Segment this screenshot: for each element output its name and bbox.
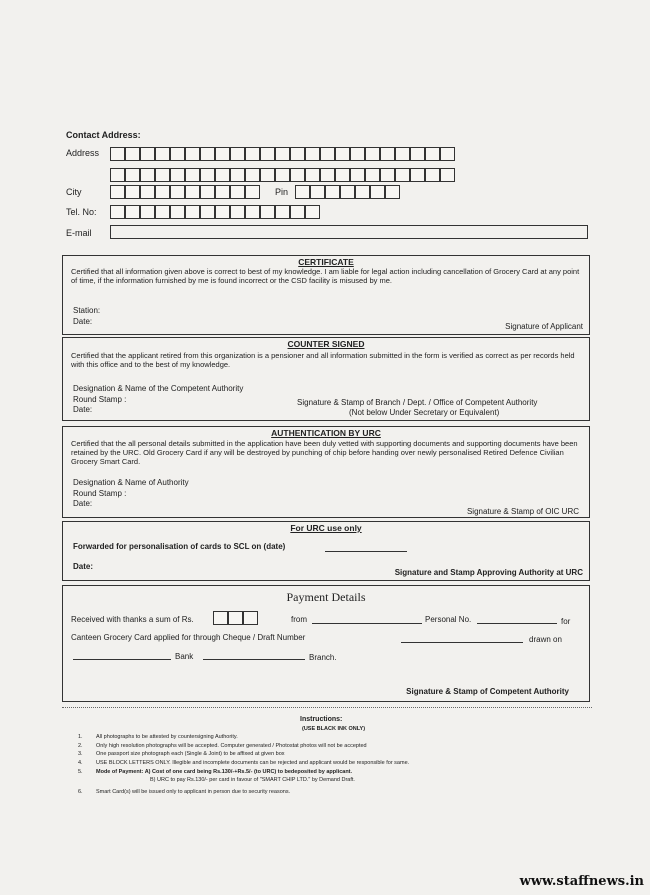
char-cell[interactable] [350,147,365,161]
char-cell[interactable] [290,205,305,219]
instruction-text: Smart Card(s) will be issued only to applicant in person due to security reasons. [96,789,291,795]
char-cell[interactable] [200,185,215,199]
pin-cells[interactable] [295,185,400,199]
auth-date-label: Date: [73,499,93,508]
char-cell[interactable] [245,168,260,182]
char-cell[interactable] [185,185,200,199]
contact-heading: Contact Address: [66,130,141,140]
authority-designation-label: Designation & Name of Authority [73,478,189,487]
counter-signed-box [62,337,590,421]
authentication-text: Certified that the all personal details submitted in the application have been duly vetted with supporting documents and supporting documents have been retained by the URC. Old Grocery Card if any will be destroyed by punching of chip before handing over newly personalised Retired Defence Civilian Grocery Smart Card. [71,439,578,466]
char-cell[interactable] [125,205,140,219]
char-cell[interactable] [155,185,170,199]
station-label: Station: [73,306,101,315]
cheque-number-line[interactable] [401,642,523,643]
char-cell[interactable] [380,147,395,161]
char-cell[interactable] [140,168,155,182]
char-cell[interactable] [125,168,140,182]
oic-urc-signature: Signature & Stamp of OIC URC [466,507,579,516]
personal-no-label: Personal No. [425,615,472,624]
char-cell[interactable] [440,147,455,161]
char-cell[interactable] [185,168,200,182]
bank-line[interactable] [73,659,171,660]
counter-signature-line1: Signature & Stamp of Branch / Dept. / Office of Competent Authority [297,398,538,407]
char-cell[interactable] [440,168,455,182]
char-cell[interactable] [170,147,185,161]
authentication-box [62,426,590,518]
instruction-text: All photographs to be attested by countersigning Authority. [96,734,238,740]
personal-no-line[interactable] [477,623,557,624]
char-cell[interactable] [305,205,320,219]
applicant-signature: Signature of Applicant [505,322,583,331]
drawn-on-label: drawn on [529,635,562,644]
authentication-title: AUTHENTICATION BY URC [271,428,381,438]
char-cell[interactable] [140,147,155,161]
instruction-number: 1. [78,734,83,740]
char-cell[interactable] [185,147,200,161]
char-cell[interactable] [155,147,170,161]
char-cell[interactable] [395,147,410,161]
payment-box [62,585,590,702]
branch-line[interactable] [203,659,305,660]
pin-label: Pin [275,187,289,197]
char-cell[interactable] [305,168,320,182]
char-cell[interactable] [170,185,185,199]
char-cell[interactable] [365,147,380,161]
counter-signed-title: COUNTER SIGNED [287,339,365,349]
char-cell[interactable] [425,168,440,182]
char-cell[interactable] [215,147,230,161]
instructions-title: Instructions: [300,716,343,723]
char-cell[interactable] [310,185,325,199]
char-cell[interactable] [350,168,365,182]
payment-signature: Signature & Stamp of Competent Authority [406,687,569,696]
urc-use-title: For URC use only [290,523,362,533]
tel-cells[interactable] [110,205,320,219]
email-label: E-mail [66,228,92,238]
auth-round-stamp-label: Round Stamp : [73,489,127,498]
instruction-text: One passport size photograph each (Single & Joint) to be affixed at given box [96,751,285,757]
char-cell[interactable] [305,147,320,161]
char-cell[interactable] [110,205,125,219]
char-cell[interactable] [215,205,230,219]
char-cell[interactable] [260,205,275,219]
char-cell[interactable] [140,185,155,199]
char-cell[interactable] [335,147,350,161]
char-cell[interactable] [125,185,140,199]
char-cell[interactable] [245,185,260,199]
email-field[interactable] [110,225,588,239]
char-cell[interactable] [410,147,425,161]
char-cell[interactable] [155,168,170,182]
from-line[interactable] [312,623,422,624]
instruction-number: 5. [78,769,83,775]
char-cell[interactable] [230,185,245,199]
char-cell[interactable] [200,168,215,182]
certificate-box [62,255,590,335]
char-cell[interactable] [275,205,290,219]
instruction-text: Mode of Payment: A) Cost of one card being Rs.130/-+Rs.5/- (to URC) to bedeposited by applicant. [96,769,353,775]
char-cell[interactable] [320,168,335,182]
watermark-text: www.staffnews.in [519,874,644,889]
char-cell[interactable] [275,168,290,182]
counter-signed-text: Certified that the applicant retired from this organization is a pensioner and all information submitted in the form is verified as correct as per records held with this office and to the best of my knowledge. [71,351,575,369]
char-cell[interactable] [110,185,125,199]
urc-signature: Signature and Stamp Approving Authority at URC [394,568,583,577]
urc-date-label: Date: [73,562,94,571]
char-cell[interactable] [380,168,395,182]
char-cell[interactable] [140,205,155,219]
counter-date-label: Date: [73,405,93,414]
char-cell[interactable] [295,185,310,199]
char-cell[interactable] [245,147,260,161]
char-cell[interactable] [425,147,440,161]
char-cell[interactable] [410,168,425,182]
counter-signature-line2: (Not below Under Secretary or Equivalent) [349,408,500,417]
instruction-text: USE BLOCK LETTERS ONLY. Illegible and incomplete documents can be rejected and applicant would be responsible for same. [96,760,410,766]
char-cell[interactable] [230,205,245,219]
urc-use-box [62,521,590,581]
bank-label: Bank [175,652,194,661]
char-cell[interactable] [170,205,185,219]
char-cell[interactable] [185,205,200,219]
char-cell[interactable] [110,147,125,161]
instruction-number: 3. [78,751,83,757]
char-cell[interactable] [243,611,258,625]
char-cell[interactable] [125,147,140,161]
address-label: Address [66,148,100,158]
char-cell[interactable] [260,168,275,182]
char-cell[interactable] [230,168,245,182]
instruction-number: 4. [78,760,83,766]
char-cell[interactable] [355,185,370,199]
char-cell[interactable] [325,185,340,199]
char-cell[interactable] [230,147,245,161]
char-cell[interactable] [365,168,380,182]
char-cell[interactable] [155,205,170,219]
certificate-text: Certified that all information given above is correct to best of my knowledge. I am liable for legal action including cancellation of Grocery Card at any point of time, if the information furnished by me is found incorrect or the CSD facility is misused by me. [71,267,580,285]
char-cell[interactable] [213,611,228,625]
certificate-date-label: Date: [73,317,93,326]
char-cell[interactable] [320,147,335,161]
forwarded-date-line[interactable] [325,551,407,552]
separator-line [62,707,592,708]
canteen-label: Canteen Grocery Card applied for through Cheque / Draft Number [71,633,306,642]
char-cell[interactable] [370,185,385,199]
char-cell[interactable] [200,205,215,219]
char-cell[interactable] [228,611,243,625]
certificate-title: CERTIFICATE [298,257,354,267]
instruction-number: 6. [78,789,83,795]
instruction-number: 2. [78,743,83,749]
char-cell[interactable] [385,185,400,199]
tel-label: Tel. No: [66,207,97,217]
char-cell[interactable] [245,205,260,219]
payment-title: Payment Details [286,590,366,604]
char-cell[interactable] [260,147,275,161]
city-cells[interactable] [110,185,260,199]
address-line1-cells[interactable] [110,147,455,161]
forwarded-label: Forwarded for personalisation of cards to SCL on (date) [73,542,286,551]
amount-cells[interactable] [213,611,258,625]
address-line2-cells[interactable] [110,168,455,182]
char-cell[interactable] [215,168,230,182]
char-cell[interactable] [200,147,215,161]
for-label: for [561,617,571,626]
char-cell[interactable] [290,147,305,161]
char-cell[interactable] [215,185,230,199]
from-label: from [291,615,307,624]
char-cell[interactable] [395,168,410,182]
char-cell[interactable] [340,185,355,199]
char-cell[interactable] [335,168,350,182]
instruction-text: Only high resolution photographs will be accepted. Computer generated / Photostat photos will not be accepted [96,743,367,749]
received-label: Received with thanks a sum of Rs. [71,615,194,624]
char-cell[interactable] [275,147,290,161]
counter-round-stamp-label: Round Stamp : [73,395,127,404]
branch-label: Branch. [309,653,337,662]
char-cell[interactable] [170,168,185,182]
char-cell[interactable] [110,168,125,182]
char-cell[interactable] [290,168,305,182]
instruction-text: B) URC to pay Rs.130/- per card in favour of "SMART CHIP LTD." by Demand Draft. [150,777,355,783]
city-label: City [66,187,82,197]
instructions-subtitle: (USE BLACK INK ONLY) [302,726,366,732]
competent-authority-label: Designation & Name of the Competent Authority [73,384,244,393]
